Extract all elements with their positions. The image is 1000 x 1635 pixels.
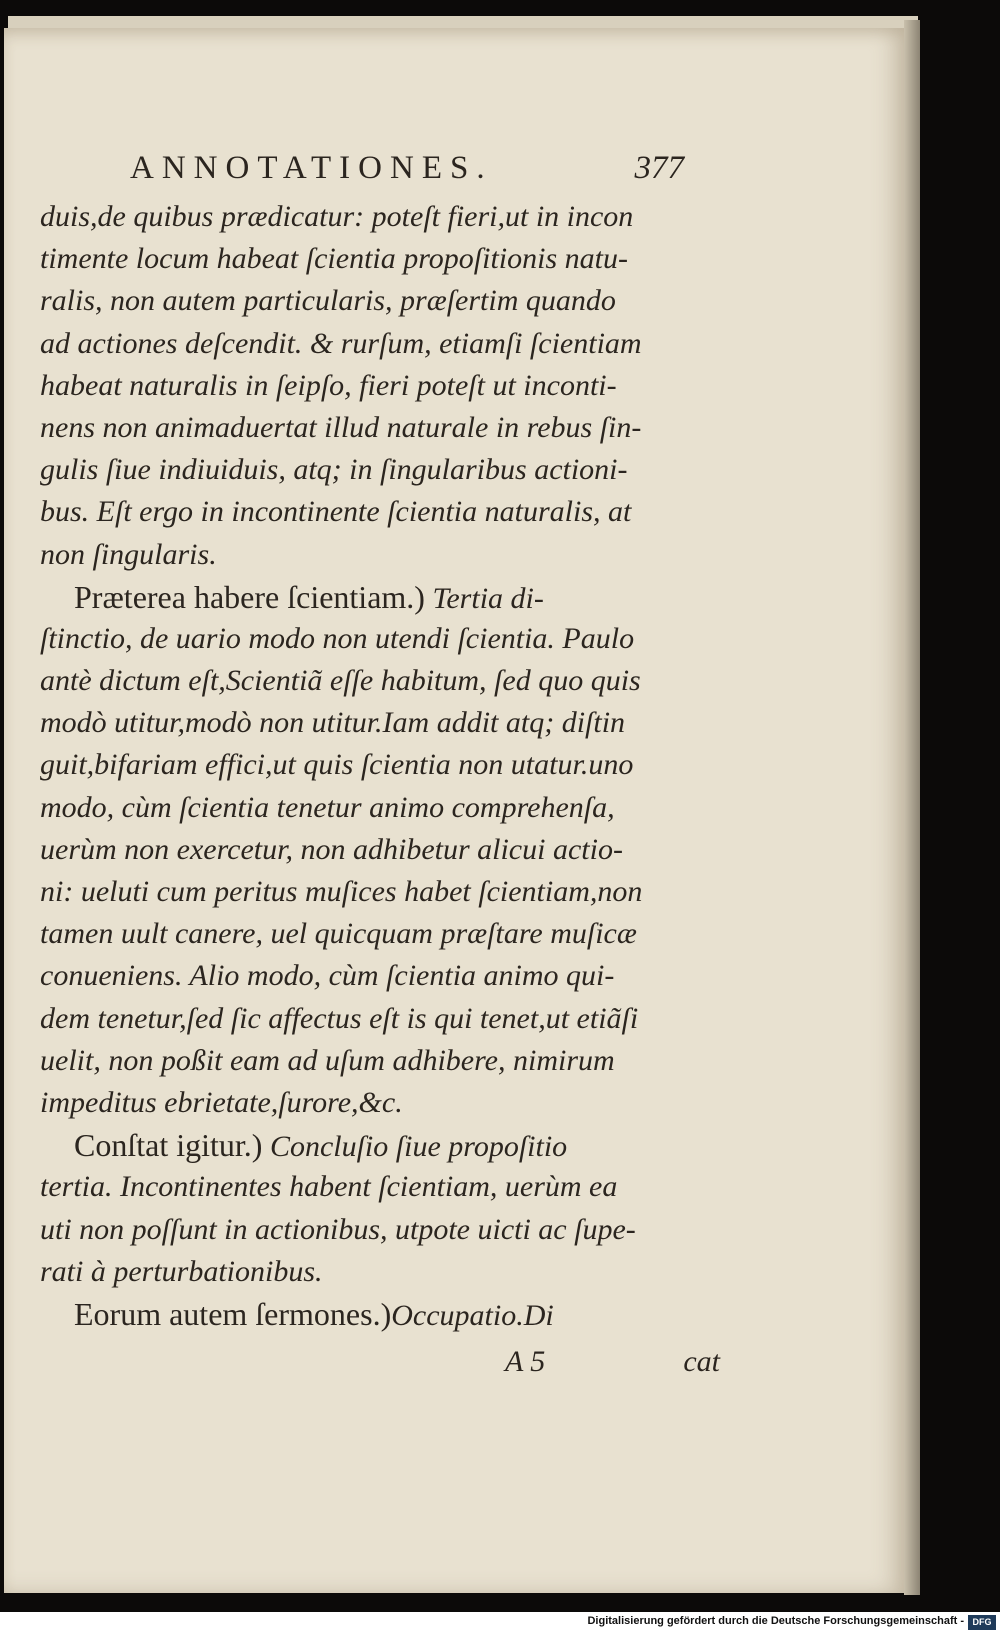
catchword: cat <box>683 1345 720 1378</box>
text-line <box>40 1040 730 1082</box>
text-line <box>40 576 730 618</box>
text-line <box>40 660 730 702</box>
line-text: nens non animaduertat illud naturale in rebus ſin- <box>40 410 642 444</box>
text-line <box>40 1209 730 1251</box>
text-line <box>40 407 730 449</box>
line-text: habeat naturalis in ſeipſo, fieri poteſt ut inconti- <box>40 368 617 402</box>
text-line <box>40 1251 730 1293</box>
body-text <box>40 196 730 1335</box>
line-text: ni: ueluti cum peritus muſices habet ſcientiam,non <box>40 875 643 908</box>
text-line <box>40 618 730 660</box>
line-text: tamen uult canere, uel quicquam præſtare muſicæ <box>40 917 637 951</box>
line-text: Occupatio.Di <box>391 1298 554 1332</box>
line-text: modò utitur,modò non utitur.Iam addit atq; diſtin <box>40 706 626 740</box>
line-text: ralis, non autem particularis, præſertim quando <box>40 284 616 318</box>
text-line <box>40 196 730 238</box>
text-line <box>40 491 730 533</box>
page-number: 377 <box>634 150 684 186</box>
text-line <box>40 744 730 786</box>
line-text: Tertia di- <box>424 581 544 615</box>
text-line <box>40 702 730 744</box>
line-text: uelit, non poßit eam ad uſum adhibere, nimirum <box>40 1043 615 1077</box>
text-line <box>40 955 730 997</box>
line-text: dem tenetur,ſed ſic affectus eſt is qui tenet,ut etiãſi <box>40 1001 639 1035</box>
text-line <box>40 238 730 280</box>
text-line <box>40 449 730 491</box>
line-text: timente locum habeat ſcientia propoſitionis natu- <box>40 242 628 276</box>
line-text: non ſingularis. <box>40 537 217 571</box>
text-line <box>40 913 730 955</box>
line-text: ſtinctio, de uario modo non utendi ſcientia. Paulo <box>40 621 635 655</box>
text-line <box>40 998 730 1040</box>
text-line <box>40 871 730 913</box>
text-line <box>40 365 730 407</box>
text-line <box>40 1124 730 1166</box>
line-text: rati à perturbationibus. <box>40 1254 323 1288</box>
line-text: Concluſio ſiue propoſitio <box>262 1130 568 1164</box>
scan-footer <box>0 1612 1000 1635</box>
digitization-credit: Digitalisierung gefördert durch die Deutsche Forschungsgemeinschaft - <box>587 1615 964 1627</box>
lemma-heading: Præterea habere ſcientiam.) <box>74 578 425 615</box>
lemma-heading: Eorum autem ſermones.) <box>74 1295 392 1332</box>
dfg-logo: DFG <box>968 1615 996 1630</box>
line-text: uti non poſſunt in actionibus, utpote uicti ac ſupe- <box>40 1212 636 1246</box>
signature-mark: A 5 <box>505 1345 546 1378</box>
text-line <box>40 534 730 576</box>
text-line <box>40 1293 730 1335</box>
line-text: ad actiones deſcendit. & rurſum, etiamſi ſcientiam <box>40 326 642 360</box>
line-text: tertia. Incontinentes habent ſcientiam, uerùm ea <box>40 1170 618 1204</box>
line-text: antè dictum eſt,Scientiã eſſe habitum, ſed quo quis <box>40 664 641 698</box>
line-text: uerùm non exercetur, non adhibetur alicui actio- <box>40 832 623 866</box>
text-line <box>40 280 730 322</box>
line-text: duis,de quibus prædicatur: poteſt fieri,ut in incon <box>40 200 634 233</box>
text-line <box>40 1166 730 1208</box>
line-text: impeditus ebrietate,ſurore,&c. <box>40 1085 403 1119</box>
line-text: conueniens. Alio modo, cùm ſcientia animo qui- <box>40 959 615 993</box>
line-text: gulis ſiue indiuiduis, atq; in ſingularibus actioni- <box>40 453 628 487</box>
running-head <box>130 150 690 194</box>
text-line <box>40 323 730 365</box>
line-text: guit,bifariam effici,ut quis ſcientia non utatur.uno <box>40 748 634 782</box>
text-line <box>40 1082 730 1124</box>
line-text: modo, cùm ſcientia tenetur animo comprehenſa, <box>40 790 615 824</box>
lemma-heading: Conſtat igitur.) <box>74 1127 263 1164</box>
page-right-edge <box>904 20 920 1595</box>
text-line <box>40 787 730 829</box>
line-text: bus. Eſt ergo in incontinente ſcientia naturalis, at <box>40 495 632 529</box>
page-footer-marks <box>40 1345 720 1385</box>
running-title: ANNOTATIONES. <box>130 150 493 186</box>
text-line <box>40 829 730 871</box>
